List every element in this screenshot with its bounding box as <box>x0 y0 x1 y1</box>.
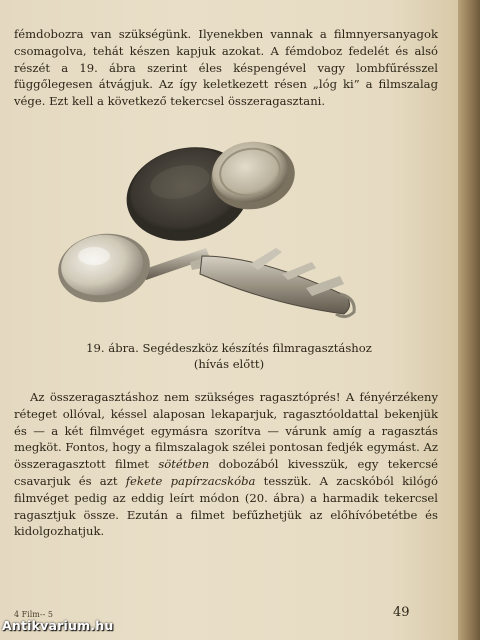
book-spine <box>458 0 480 640</box>
paragraph-top: fémdobozra van szükségünk. Ilyenekben vannak a filmnyersanyagok csomagolva, tehát készen kapjuk azokat. A fémdoboz fedelét és alsó részét a 19. ábra szerint éles késpengével vagy lombfűrésszel függőlegesen átvágjuk. Az így keletkezett résen „lóg ki” a filmszalag vége. Ezt kell a következő tekercsel összeragasztani. <box>14 27 438 109</box>
page-number: 49 <box>393 605 410 620</box>
paragraph-text: dobozából kivesszük, egy tekercsé csavarjuk és azt <box>14 457 439 488</box>
figure-caption: 19. ábra. Segédeszköz készítés filmragasztáshoz <box>86 341 372 355</box>
signature-mark: 4 Film-- 5 <box>14 610 53 619</box>
paragraph-main <box>14 389 438 540</box>
magnifying-glass-icon <box>54 228 155 308</box>
paragraph-text: tesszük. A zacskóból kilógó filmvéget pedig az eddig leírt módon (20. ábra) a harmadik tekercsel ragasztjuk össze. Ezután a filmet befűzhetjük az előhívóbetétbe és kidolgozhatjuk. <box>14 473 438 539</box>
figure-19-photo <box>50 128 380 328</box>
emphasis-dark: sötétben <box>158 457 210 472</box>
pocket-knife-icon <box>190 248 354 317</box>
watermark-logo: Antikvarium.hu <box>2 618 114 633</box>
emphasis-black-paper-bag: fekete papírzacskóba <box>125 473 256 488</box>
figure-caption-subtitle: (hívás előtt) <box>193 357 265 371</box>
paragraph-text: Az összeragasztáshoz nem szükséges ragasztóprés! A fényérzékeny réteget ollóval, késsel alaposan lekaparjuk, ragasztóoldattal bekenjük és — a két filmvéget egymásra szorítva — várunk amíg a ragasztás megköt. Fontos, hogy a filmszalagok szélei pontosan fedjék egymást. Az összeragasztott filmet <box>14 390 438 472</box>
film-splicing-tools-illustration <box>50 128 380 328</box>
